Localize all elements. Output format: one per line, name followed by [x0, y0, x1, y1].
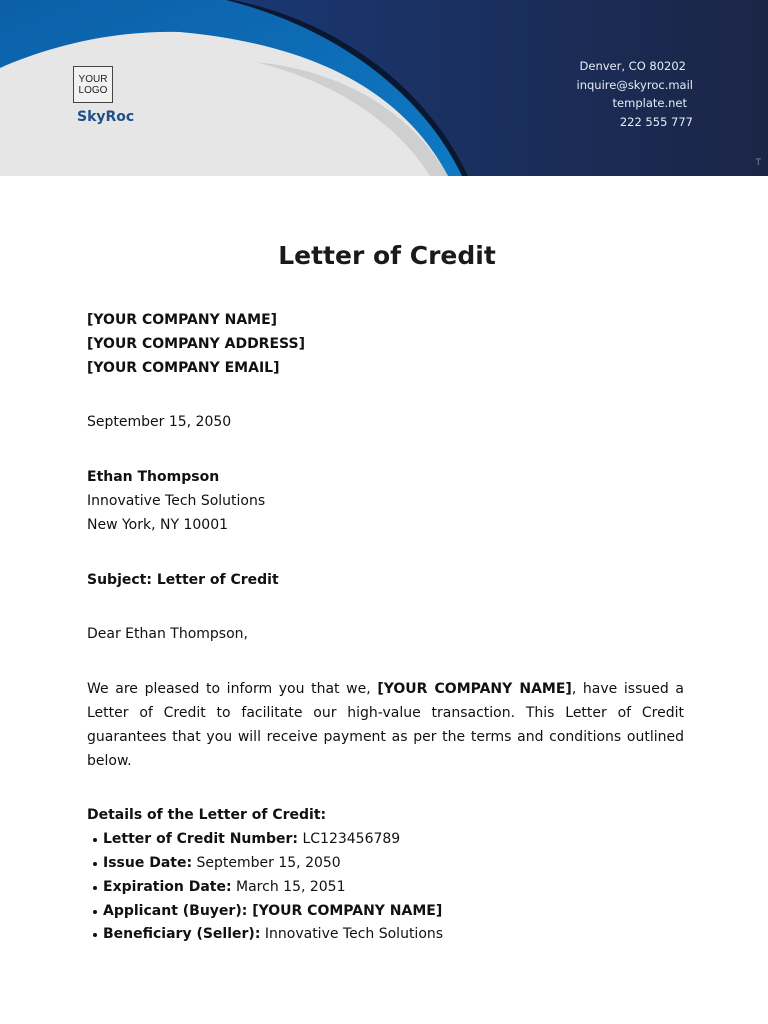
- contact-block: [577, 57, 694, 131]
- document-title: Letter of Credit: [278, 241, 496, 270]
- details-label: Beneficiary (Seller):: [103, 926, 261, 943]
- details-item: [87, 900, 684, 924]
- details-item: [87, 923, 684, 947]
- details-value: LC123456789: [298, 831, 401, 848]
- details-label: Expiration Date:: [103, 878, 232, 895]
- details-label: Issue Date:: [103, 854, 193, 871]
- letterhead-banner: [0, 0, 768, 176]
- recipient-name: Ethan Thompson: [87, 469, 220, 486]
- contact-email: inquire@skyroc.mail: [576, 77, 693, 92]
- logo-line-2: LOGO: [78, 84, 108, 96]
- details-label: Applicant (Buyer):: [103, 902, 248, 919]
- details-value: Innovative Tech Solutions: [260, 926, 444, 943]
- details-value: March 15, 2051: [231, 878, 346, 895]
- sender-company-name: [YOUR COMPANY NAME]: [87, 312, 278, 328]
- recipient-company: Innovative Tech Solutions: [87, 492, 266, 509]
- logo-placeholder: [73, 66, 113, 103]
- contact-city: Denver, CO 80202: [579, 59, 686, 73]
- recipient-location: New York, NY 10001: [87, 516, 229, 533]
- details-item: [87, 852, 684, 876]
- subject-line: Subject: Letter of Credit: [87, 571, 279, 588]
- sender-company-address: [YOUR COMPANY ADDRESS]: [87, 335, 305, 352]
- brand-name: SkyRoc: [77, 109, 135, 125]
- details-list: [87, 828, 684, 947]
- details-item: [87, 828, 684, 852]
- salutation: Dear Ethan Thompson,: [87, 626, 248, 643]
- letter-body: [87, 309, 684, 947]
- body-text-start: We are pleased to inform you that we,: [87, 681, 378, 698]
- details-value: September 15, 2050: [192, 854, 341, 871]
- contact-website: template.net: [612, 96, 687, 110]
- body-company-name: [YOUR COMPANY NAME]: [377, 681, 572, 698]
- details-value: [YOUR COMPANY NAME]: [247, 902, 443, 919]
- details-item: [87, 876, 684, 900]
- sender-company-email: [YOUR COMPANY EMAIL]: [87, 359, 280, 376]
- letter-date: September 15, 2050: [87, 414, 232, 431]
- template-watermark-mark: T: [755, 158, 761, 168]
- logo-line-1: YOUR: [78, 73, 108, 85]
- body-paragraph: [87, 678, 684, 773]
- details-label: Letter of Credit Number:: [103, 831, 299, 848]
- body-text-end: , have issued a Letter of Credit to facilitate our high-value transaction. This Letter of Credit guarantees that you will receive payment as per the terms and conditions outlined below.: [87, 681, 684, 769]
- contact-phone: 222 555 777: [619, 114, 693, 129]
- details-heading: Details of the Letter of Credit:: [87, 807, 327, 824]
